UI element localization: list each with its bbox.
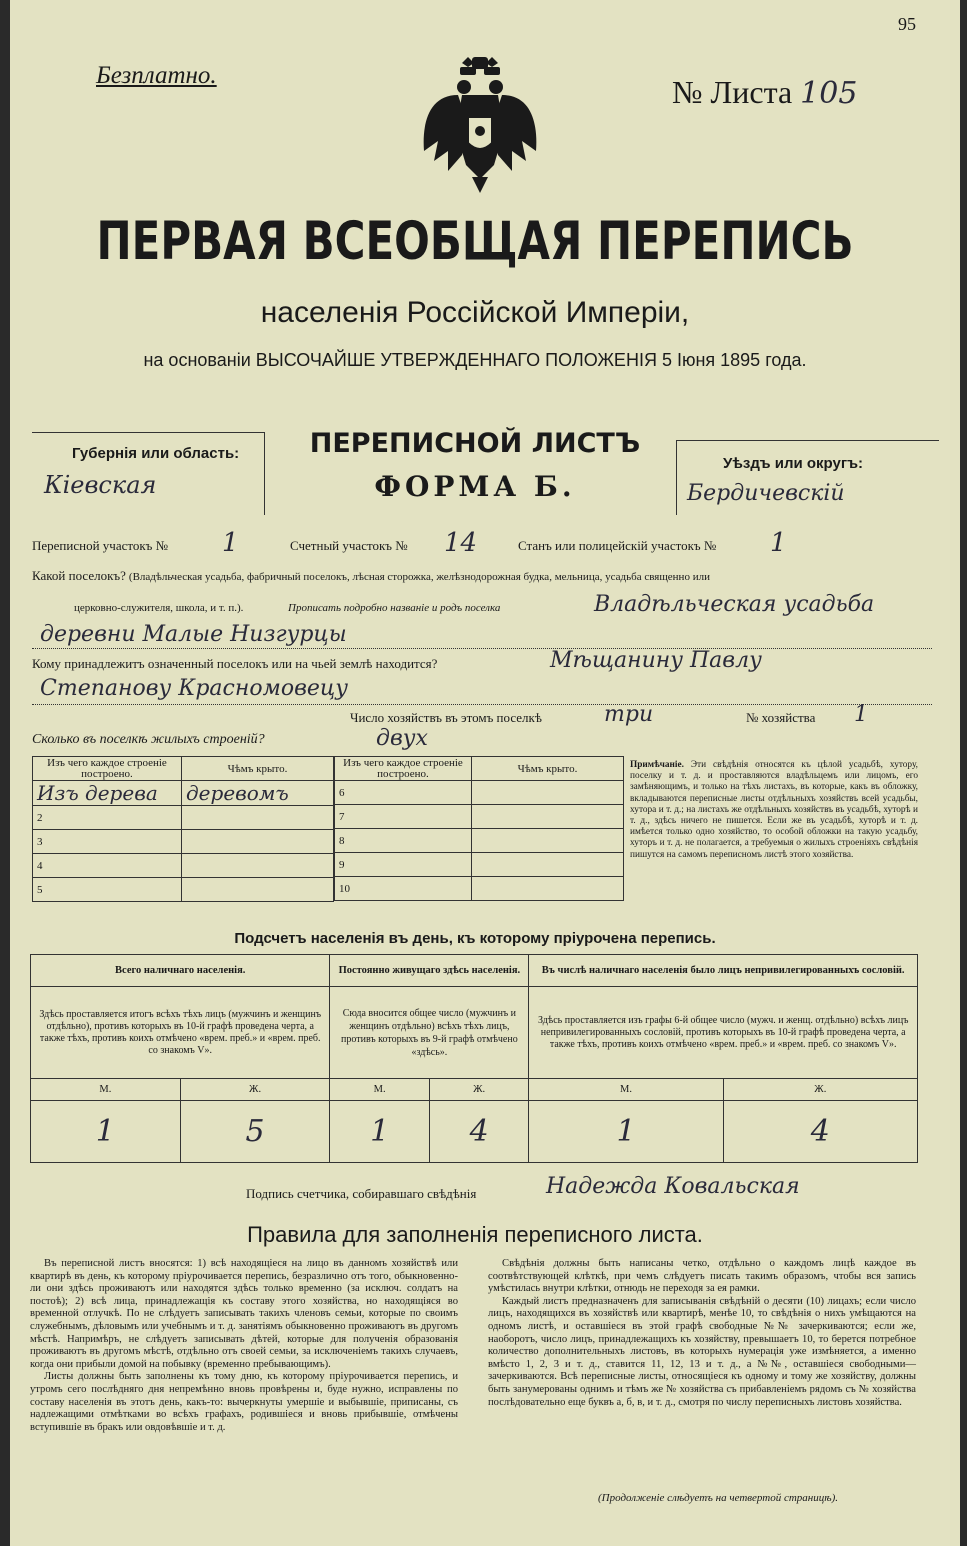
households-value: три: [604, 702, 654, 727]
settlement-instruction: Прописать подробно названіе и родъ поселка: [288, 602, 501, 614]
male-count: 1: [31, 1101, 181, 1163]
page-subtitle: населенія Россійской Имперіи,: [260, 296, 690, 329]
table-row: [335, 877, 624, 901]
note-text: Эти свѣдѣнія относятся къ цѣлой усадьбѣ, хутору, поселку и т. д. и проставляются владѣльцемъ или лицомъ, его замѣняющимъ, и только на тѣхъ листахъ, въ которые, какъ въ обложку, вкладываются переписные листы отдѣльныхъ хозяйствъ всей усадьбы, хутора и т. д.; на листахъ же отдѣльныхъ хозяйствъ въ усадьбѣ, хуторѣ и т. д., здѣсь ничего не пишется. Если же въ усадьбѣ, хуторѣ и т. д. имѣется только одно хозяйство, то особой обложки на такую усадьбу, хуторъ и т. д. не полагается, а требуемыя о жилыхъ строеніяхъ свѣдѣнія пишутся на самомъ переписномъ листѣ этого хозяйства.: [630, 760, 918, 860]
sheet-number-label: № Листа: [672, 74, 793, 110]
female-count: 5: [180, 1101, 330, 1163]
col-material-header: Изъ чего каждое строеніе построено.: [33, 757, 182, 781]
group-description: Здѣсь проставляется итогъ всѣхъ тѣхъ лицъ (мужчинъ и женщинъ отдѣльно), противъ которыхъ въ 10-й графѣ проведена черта, а также тѣхъ, противъ коихъ отмѣчено «врем. преб.» и «врем. преб. со знакомъ V».: [31, 987, 330, 1079]
sheet-number-value: 105: [800, 76, 858, 111]
owner-value-2: Степанову Красномовецу: [40, 676, 348, 701]
group-header: Въ числѣ наличнаго населенія было лицъ непривилегированныхъ сословій.: [529, 955, 918, 987]
buildings-value: двух: [376, 726, 428, 751]
male-header: М.: [330, 1079, 429, 1101]
buildings-table-left: [32, 756, 334, 902]
sheet-number: [672, 74, 857, 111]
archive-mark: 95: [898, 14, 916, 34]
sheet-title: ПЕРЕПИСНОЙ ЛИСТЪ: [309, 428, 641, 459]
table-row: [335, 781, 624, 805]
signature-row: [246, 1174, 846, 1208]
group-header: Всего наличнаго населенія.: [31, 955, 330, 987]
owner-question: Кому принадлежитъ означенный поселокъ или на чьей землѣ находится?: [32, 656, 438, 671]
row-number: 9: [335, 853, 472, 877]
col-material-header: Изъ чего каждое строеніе построено.: [335, 757, 472, 781]
table-row: [33, 781, 334, 806]
rule-paragraph: Въ переписной листъ вносятся: 1) всѣ находящіеся на лицо въ данномъ хозяйствѣ или квартирѣ въ день, къ которому пріурочивается перепись, безразлично отъ того, обыкновенно-ли они здѣсь проживаютъ или находятся здѣсь только временно (за исключ. солдатъ на постоѣ); 2) всѣ лица, принадлежащія къ составу этого хозяйства, но находящіяся во временной отлучкѣ. По не слѣдуетъ записывать такихъ членовъ семьи, которые по своимъ служебнымъ, дѣловымъ или учебнымъ и т. д. занятіямъ обыкновенно проживаютъ въ другомъ мѣстѣ. Напримѣръ, не слѣдуетъ записывать дѣтей, которые для полученія образованія проживаютъ въ другомъ мѣстѣ, отдѣльно отъ своей семьи, за исключеніемъ такихъ случаевъ, когда они прибыли домой на побывку (временно пребывающимъ).: [30, 1258, 458, 1370]
uezd-value: Бердичевскій: [687, 481, 845, 506]
district-row: [32, 528, 942, 560]
settlement-question: [32, 568, 942, 584]
rule-paragraph: Свѣдѣнія должны быть написаны четко, отдѣльно о каждомъ лицѣ каждое въ соотвѣтствующей клѣткѣ, при чемъ слѣдуетъ писать такимъ образомъ, чтобы вся запись умѣстилась внутри клѣтки, отнюдь не переходя за ея рамки.: [488, 1258, 916, 1295]
female-header: Ж.: [429, 1079, 528, 1101]
male-count: 1: [330, 1101, 429, 1163]
household-no-label: № хозяйства: [746, 710, 816, 725]
district-label: Переписной участокъ №: [32, 538, 169, 553]
table-row: [33, 878, 334, 902]
female-count: 4: [723, 1101, 917, 1163]
group-description: Сюда вносится общее число (мужчинъ и женщинъ отдѣльно) всѣхъ тѣхъ лицъ, противъ которыхъ въ 9-й графѣ отмѣчено «здѣсь».: [330, 987, 529, 1079]
buildings-question: Сколько въ поселкѣ жилыхъ строеній?: [32, 732, 265, 747]
group-header: Постоянно живущаго здѣсь населенія.: [330, 955, 529, 987]
form-name: ФОРМА Б.: [374, 470, 576, 503]
settlement-hint: (Владѣльческая усадьба, фабричный поселокъ, лѣсная сторожка, желѣзнодорожная будка, мельница, усадьба священно или: [128, 571, 710, 583]
row-number: 5: [33, 878, 182, 902]
households-row: [32, 702, 942, 730]
female-count: 4: [429, 1101, 528, 1163]
row-number: 8: [335, 829, 472, 853]
page-title: ПЕРВАЯ ВСЕОБЩАЯ ПЕРЕПИСЬ: [96, 210, 854, 272]
group-description: Здѣсь проставляется изъ графы 6-й общее число (мужч. и женщ. отдѣльно) всѣхъ лицъ непривилегированныхъ сословій, противъ которыхъ въ 10-й графѣ проведена черта, а также тѣхъ, противъ коихъ отмѣчено «врем. преб.» и «врем. преб. со знакомъ V».: [529, 987, 918, 1079]
signature-label: Подпись счетчика, собиравшаго свѣдѣнія: [246, 1186, 477, 1201]
settlement-value-2: деревни Малые Низгурцы: [40, 622, 347, 647]
legal-basis: на основаніи ВЫСОЧАЙШЕ УТВЕРЖДЕННАГО ПОЛОЖЕНІЯ 5 Іюня 1895 года.: [143, 350, 807, 370]
row-number: 7: [335, 805, 472, 829]
rules-title: Правила для заполненія переписного листа.: [247, 1222, 703, 1247]
uezd-box: [676, 440, 939, 515]
col-roof-header: Чѣмъ крыто.: [182, 757, 334, 781]
male-count: 1: [529, 1101, 723, 1163]
settlement-q-label: Какой поселокъ?: [32, 568, 126, 583]
rule-paragraph: Каждый листъ предназначенъ для записыванія свѣдѣній о десяти (10) лицахъ; если число лицъ, находящихся въ хозяйствѣ или квартирѣ, менѣе 10, то свѣдѣнія о нихъ умѣщаются на одномъ листѣ, и оставшіеся въ этой графѣ свободные №№ зачеркиваются; если же, наоборотъ, число лицъ, принадлежащихъ къ хозяйству, превышаетъ 10, то берется потребное количество дополнительныхъ листовъ, въ которыхъ нумерація уже измѣняется, а именно вмѣсто 1, 2, 3 и т. д., ставится 11, 12, 13 и т. д., а №№, оставшіеся свободными—зачеркиваются. Всѣ переписные листы, относящіеся къ одному и тому же хозяйству, должны быть занумерованы однимъ и тѣмъ же № хозяйства съ прибавленіемъ рядомъ съ № хозяйства послѣдовательно еще буквъ а, б, в, и т. д., смотря по числу переписныхъ листовъ хозяйства.: [488, 1295, 916, 1408]
row-number: 4: [33, 854, 182, 878]
free-label: Безплатно.: [96, 62, 217, 89]
table-row: [33, 830, 334, 854]
row-number: 6: [335, 781, 472, 805]
guberniya-label: Губернія или область:: [72, 445, 240, 462]
settlement-row: [32, 592, 942, 624]
male-header: М.: [31, 1079, 181, 1101]
rules-left-column: [30, 1258, 458, 1434]
settlement-value-1: Владѣльческая усадьба: [594, 592, 875, 617]
household-no-value: 1: [854, 702, 868, 727]
table-row: [335, 853, 624, 877]
col-roof-header: Чѣмъ крыто.: [472, 757, 624, 781]
settlement-hint-2: церковно-служителя, школа, и т. п.).: [74, 602, 244, 614]
stan-label: Станъ или полицейскій участокъ №: [518, 538, 717, 553]
rules-right-column: [488, 1258, 916, 1409]
census-sheet: [10, 0, 960, 1546]
table-row: [33, 806, 334, 830]
table-row: [335, 829, 624, 853]
stan-value: 1: [770, 528, 787, 558]
row-number: 10: [335, 877, 472, 901]
population-table: [30, 954, 918, 1163]
note-label: Примѣчаніе.: [630, 760, 684, 770]
row-number: 2: [33, 806, 182, 830]
uezd-label: Уѣздъ или округъ:: [723, 455, 864, 472]
buildings-row: [32, 726, 532, 754]
count-label: Счетный участокъ №: [290, 538, 408, 553]
coat-of-arms-icon: [418, 55, 542, 195]
guberniya-box: [32, 432, 265, 515]
table-row: [33, 854, 334, 878]
material-cell: Изъ дерева: [33, 781, 182, 806]
male-header: М.: [529, 1079, 723, 1101]
female-header: Ж.: [180, 1079, 330, 1101]
guberniya-value: Кіевская: [44, 471, 157, 499]
table-row: [335, 805, 624, 829]
buildings-table-right: [334, 756, 624, 901]
rule-paragraph: Листы должны быть заполнены къ тому дню, къ которому пріурочивается перепись, и утромъ сего послѣдняго дня непремѣнно вновь провѣрены и, буде нужно, исправлены по составу населенія въ этотъ день, какъ-то: вычеркнуты умершіе и выбывшіе, приписаны, съ надлежащими отмѣтками во всѣхъ графахъ, родившіеся и вновь прибывшіе, отмѣчены вступившіе въ бракъ или овдовѣвшіе и т. д.: [30, 1371, 458, 1433]
population-title: Подсчетъ населенія въ день, къ которому пріурочена перепись.: [234, 930, 716, 947]
households-label: Число хозяйствъ въ этомъ поселкѣ: [350, 710, 542, 725]
signature-value: Надежда Ковальская: [546, 1174, 800, 1199]
note-block: [630, 760, 918, 861]
count-value: 14: [444, 528, 478, 558]
continued-note: (Продолженіе слѣдуетъ на четвертой страницѣ).: [598, 1492, 838, 1504]
district-value: 1: [222, 528, 239, 558]
row-number: 3: [33, 830, 182, 854]
roof-cell: деревомъ: [182, 781, 334, 806]
female-header: Ж.: [723, 1079, 917, 1101]
owner-value-1: Мѣщанину Павлу: [550, 648, 762, 673]
